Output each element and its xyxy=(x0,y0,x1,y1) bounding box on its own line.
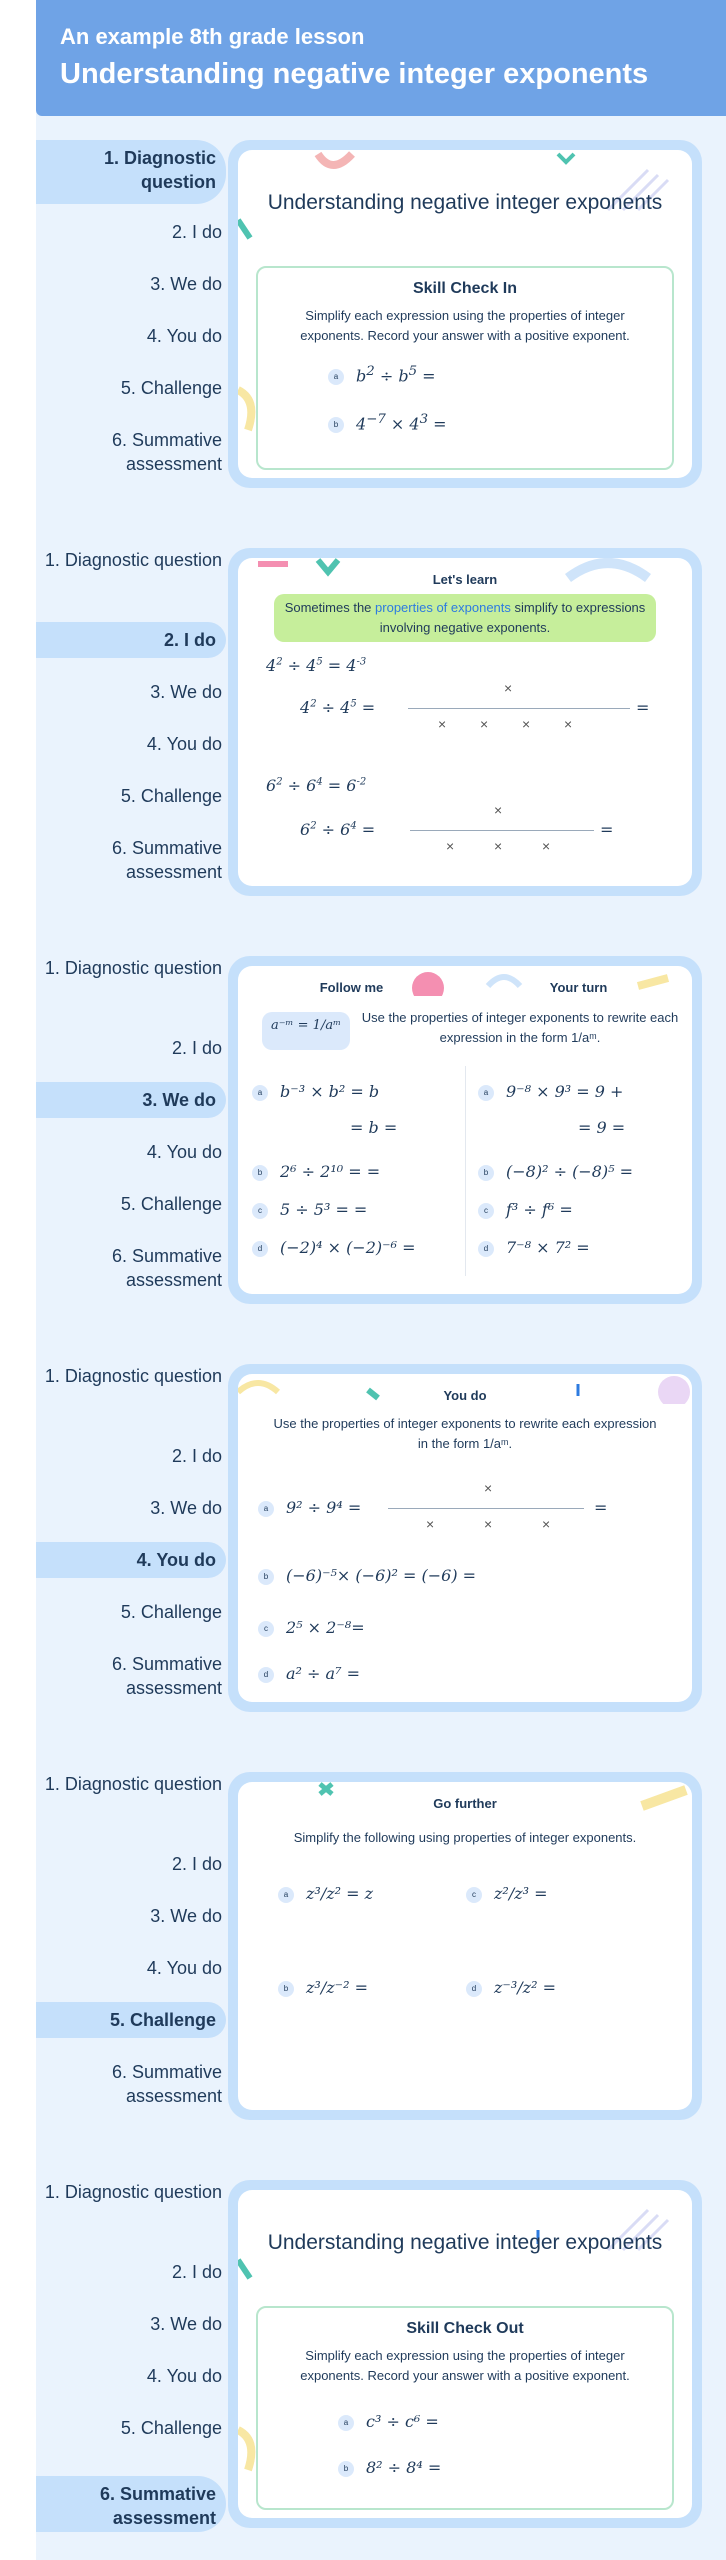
times-symbol: × xyxy=(484,1516,493,1532)
follow-q-a-step: = b = xyxy=(350,1118,398,1137)
challenge-instructions: Simplify the following using properties of integer exponents. xyxy=(293,1830,637,1845)
equals-sign: = xyxy=(594,1498,608,1517)
nav-item-challenge[interactable]: 5. Challenge xyxy=(120,2418,222,2438)
nav-item-you-do[interactable]: 4. You do xyxy=(146,2366,222,2386)
nav-item-summative[interactable]: 6. Summative assessment xyxy=(111,1654,222,1698)
slide-frame xyxy=(228,956,702,1304)
example-2-result: $6^2 \div 6^4 = 6^{-2}$ xyxy=(266,776,367,795)
turn-q-b: b (−8)² ÷ (−8)⁵ = xyxy=(478,1162,633,1181)
nav-item-we-do[interactable]: 3. We do xyxy=(150,2314,222,2334)
box-heading: Skill Check In xyxy=(412,280,518,297)
nav-item-summative[interactable]: 6. Summative assessment xyxy=(36,2476,226,2532)
nav-item-challenge[interactable]: 5. Challenge xyxy=(36,2002,226,2038)
your-turn-label: Your turn xyxy=(549,980,608,995)
you-do-instructions: Use the properties of integer exponents to rewrite each expression in the form 1/aᵐ. xyxy=(273,1416,657,1451)
nav-item-we-do[interactable]: 3. We do xyxy=(150,682,222,702)
times-symbol: × xyxy=(542,1516,551,1532)
turn-q-d: d 7⁻⁸ × 7² = xyxy=(478,1238,590,1257)
follow-q-b: b 2⁶ ÷ 2¹⁰ = = xyxy=(252,1162,380,1181)
section-nav xyxy=(36,140,232,490)
section-nav xyxy=(36,2180,232,2530)
section-nav xyxy=(36,548,232,898)
times-symbol: × xyxy=(480,716,489,732)
nav-item-i-do[interactable]: 2. I do xyxy=(171,1854,222,1874)
badge-b: b xyxy=(328,417,344,433)
nav-item-we-do[interactable]: 3. We do xyxy=(150,274,222,294)
you-q-c: c 2⁵ × 2⁻⁸= xyxy=(258,1618,365,1637)
times-symbol: × xyxy=(426,1516,435,1532)
numerator-times: × xyxy=(504,680,513,696)
nav-item-we-do[interactable]: 3. We do xyxy=(150,1498,222,1518)
nav-item-you-do[interactable]: 4. You do xyxy=(146,734,222,754)
nav-item-diagnostic[interactable]: 1. Diagnostic question xyxy=(44,958,222,978)
slide-title: Understanding negative integer exponents xyxy=(267,191,663,214)
nav-item-challenge[interactable]: 5. Challenge xyxy=(120,1602,222,1622)
nav-item-i-do[interactable]: 2. I do xyxy=(36,622,226,658)
follow-q-c: c 5 ÷ 5³ = = xyxy=(252,1200,367,1219)
section-nav xyxy=(36,1772,232,2122)
slide-card xyxy=(238,1374,692,1702)
challenge-q-c: c z²/z³ = xyxy=(466,1884,548,1903)
slide-label: Let's learn xyxy=(432,572,498,587)
properties-link[interactable]: properties of exponents xyxy=(375,600,511,615)
you-q-b: b (−6)⁻⁵× (−6)² = (−6) = xyxy=(258,1566,476,1585)
turn-q-c: c f³ ÷ f⁶ = xyxy=(478,1200,573,1219)
info-banner: Sometimes the properties of exponents simplify to expressions involving negative exponents. xyxy=(274,594,656,642)
nav-item-i-do[interactable]: 2. I do xyxy=(171,1446,222,1466)
slide-frame xyxy=(228,1772,702,2120)
challenge-q-a: a z³/z² = z xyxy=(278,1884,373,1903)
nav-item-we-do[interactable]: 3. We do xyxy=(150,1906,222,1926)
slide-label: You do xyxy=(443,1388,487,1403)
follow-q-d: d (−2)⁴ × (−2)⁻⁶ = xyxy=(252,1238,415,1257)
nav-item-challenge[interactable]: 5. Challenge xyxy=(120,786,222,806)
slide-card xyxy=(238,2190,692,2518)
you-q-d: d a² ÷ a⁷ = xyxy=(258,1664,360,1683)
fraction-bar xyxy=(408,708,630,709)
turn-q-a: a 9⁻⁸ × 9³ = 9 + xyxy=(478,1082,623,1101)
we-do-instructions: Use the properties of integer exponents to rewrite each expression in the form 1/aᵐ. xyxy=(361,1010,679,1045)
nav-item-you-do[interactable]: 4. You do xyxy=(36,1542,226,1578)
nav-item-you-do[interactable]: 4. You do xyxy=(146,326,222,346)
section-nav xyxy=(36,956,232,1306)
times-symbol: × xyxy=(542,838,551,854)
slide-frame xyxy=(228,2180,702,2528)
formula-box: a⁻ᵐ = 1/aᵐ xyxy=(262,1012,350,1050)
section-summative xyxy=(36,2180,726,2530)
nav-item-i-do[interactable]: 2. I do xyxy=(171,2262,222,2282)
nav-item-summative[interactable]: 6. Summative assessment xyxy=(111,2062,222,2106)
example-1-expression: $4^2 \div 4^5$ = xyxy=(300,698,376,717)
nav-item-diagnostic[interactable]: 1. Diagnostic question xyxy=(36,140,226,204)
nav-item-challenge[interactable]: 5. Challenge xyxy=(120,378,222,398)
equals-sign: = xyxy=(636,698,650,717)
skill-check-box xyxy=(256,2306,674,2510)
column-divider xyxy=(465,1066,466,1276)
times-symbol: × xyxy=(494,838,503,854)
question-b: b 8² ÷ 8⁴ = xyxy=(338,2458,441,2477)
badge-a: a xyxy=(328,369,344,385)
times-symbol: × xyxy=(446,838,455,854)
slide-card xyxy=(238,966,692,1294)
nav-item-diagnostic[interactable]: 1. Diagnostic question xyxy=(44,1366,222,1386)
nav-item-summative[interactable]: 6. Summative assessment xyxy=(111,838,222,882)
section-you-do xyxy=(36,1364,726,1714)
challenge-q-d: d z⁻³/z² = xyxy=(466,1978,556,1997)
follow-me-label: Follow me xyxy=(319,980,384,995)
challenge-q-b: b z³/z⁻² = xyxy=(278,1978,368,1997)
you-q-a: a 9² ÷ 9⁴ = xyxy=(258,1498,361,1517)
slide-frame xyxy=(228,548,702,896)
numerator-times: × xyxy=(484,1480,493,1496)
skill-check-box xyxy=(256,266,674,470)
box-instructions: Simplify each expression using the properties of integer exponents. Record your answer with a positive exponent. xyxy=(300,2348,630,2383)
box-heading: Skill Check Out xyxy=(406,2320,524,2337)
lesson-kicker: An example 8th grade lesson xyxy=(60,24,365,49)
section-challenge xyxy=(36,1772,726,2122)
lesson-title: Understanding negative integer exponents xyxy=(60,58,649,90)
example-2-expression: $6^2 \div 6^4$ = xyxy=(300,820,376,839)
fraction-bar xyxy=(388,1508,584,1509)
nav-item-challenge[interactable]: 5. Challenge xyxy=(120,1194,222,1214)
times-symbol: × xyxy=(522,716,531,732)
slide-card xyxy=(238,150,692,478)
nav-item-i-do[interactable]: 2. I do xyxy=(171,222,222,242)
question-a: a c³ ÷ c⁶ = xyxy=(338,2412,439,2431)
section-i-do xyxy=(36,548,726,898)
section-diagnostic xyxy=(36,140,726,490)
equals-sign: = xyxy=(600,820,614,839)
numerator-times: × xyxy=(494,802,503,818)
fraction-bar xyxy=(410,830,594,831)
times-symbol: × xyxy=(438,716,447,732)
nav-item-i-do[interactable]: 2. I do xyxy=(171,1038,222,1058)
box-instructions: Simplify each expression using the properties of integer exponents. Record your answer with a positive exponent. xyxy=(300,308,630,343)
slide-title: Understanding negative integer exponents xyxy=(267,2231,663,2254)
turn-q-a-step: = 9 = xyxy=(578,1118,626,1137)
example-1-result: $4^2 \div 4^5 = 4^{-3}$ xyxy=(266,656,367,675)
slide-frame xyxy=(228,140,702,488)
question-b: b $4^{-7} \times 4^3$ = xyxy=(328,412,447,433)
times-symbol: × xyxy=(564,716,573,732)
follow-q-a: a b⁻³ × b² = b xyxy=(252,1082,379,1101)
question-a: a $b^2 \div b^5$ = xyxy=(328,364,436,385)
nav-item-diagnostic[interactable]: 1. Diagnostic question xyxy=(44,1774,222,1794)
nav-item-we-do[interactable]: 3. We do xyxy=(36,1082,226,1118)
section-nav xyxy=(36,1364,232,1714)
nav-item-summative[interactable]: 6. Summative assessment xyxy=(111,1246,222,1290)
slide-label: Go further xyxy=(433,1796,497,1811)
section-we-do xyxy=(36,956,726,1306)
nav-item-you-do[interactable]: 4. You do xyxy=(146,1958,222,1978)
nav-item-you-do[interactable]: 4. You do xyxy=(146,1142,222,1162)
slide-frame xyxy=(228,1364,702,1712)
nav-item-diagnostic[interactable]: 1. Diagnostic question xyxy=(44,550,222,570)
nav-item-diagnostic[interactable]: 1. Diagnostic question xyxy=(44,2182,222,2202)
slide-card xyxy=(238,558,692,886)
nav-item-summative[interactable]: 6. Summative assessment xyxy=(111,430,222,474)
slide-card xyxy=(238,1782,692,2110)
